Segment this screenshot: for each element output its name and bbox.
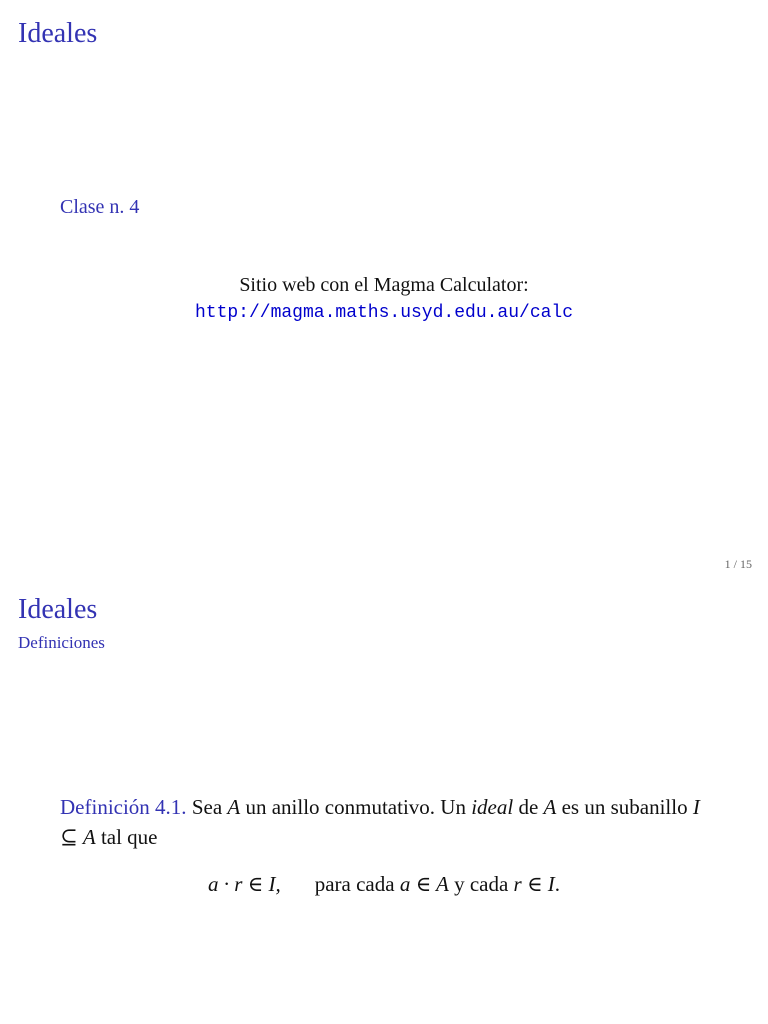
emphasized-term: ideal bbox=[471, 795, 514, 819]
formula-lhs: a · r ∈ I, bbox=[207, 872, 281, 896]
slide-2 bbox=[0, 576, 768, 1024]
website-block bbox=[0, 271, 768, 327]
class-number: Clase n. 4 bbox=[60, 196, 140, 218]
definition-4-1 bbox=[60, 792, 700, 852]
definition-label: Definición 4.1. bbox=[60, 795, 187, 819]
definition-text: tal que bbox=[95, 825, 158, 849]
formula-math: a ∈ A bbox=[399, 872, 449, 896]
page-number: 1 / 15 bbox=[724, 557, 752, 571]
magma-calculator-link[interactable]: http://magma.maths.usyd.edu.au/calc bbox=[194, 303, 574, 323]
formula-text: para cada bbox=[314, 872, 400, 896]
definition-text: de bbox=[513, 795, 544, 819]
frame-subtitle: Definiciones bbox=[18, 633, 105, 652]
definition-text: es un subanillo bbox=[556, 795, 693, 819]
website-label: Sitio web con el Magma Calculator: bbox=[239, 274, 529, 296]
math-symbol: A bbox=[543, 795, 557, 819]
math-symbol: A bbox=[227, 795, 241, 819]
math-operator: ⊆ bbox=[60, 825, 83, 849]
definition-text: Sea bbox=[186, 795, 228, 819]
formula-text: y cada bbox=[448, 872, 514, 896]
display-formula bbox=[0, 872, 768, 897]
math-symbol: A bbox=[82, 825, 96, 849]
frame-title: Ideales bbox=[18, 18, 98, 49]
formula-math: r ∈ I bbox=[513, 872, 555, 896]
definition-text: un anillo conmutativo. Un bbox=[240, 795, 472, 819]
math-symbol: I bbox=[692, 795, 700, 819]
formula-period: . bbox=[554, 872, 560, 896]
frame-title: Ideales bbox=[18, 594, 98, 625]
